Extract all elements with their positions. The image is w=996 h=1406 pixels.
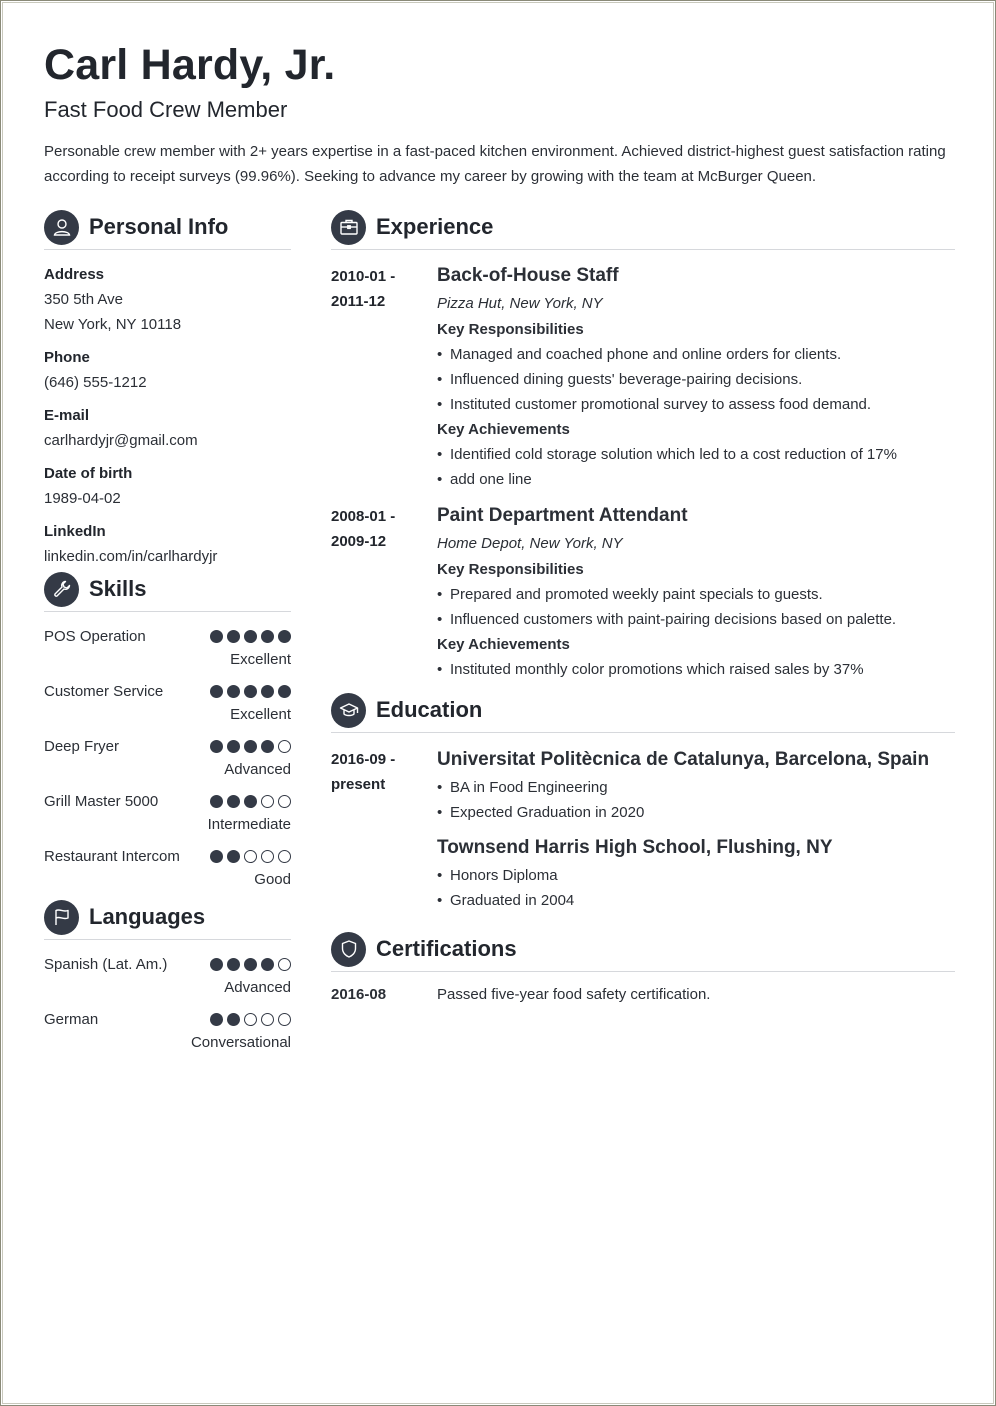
- school-name: Universitat Politècnica de Catalunya, Barcelona, Spain: [437, 749, 930, 770]
- filled-dot-icon: [210, 740, 223, 753]
- filled-dot-icon: [210, 795, 223, 808]
- item-name: Spanish (Lat. Am.): [44, 956, 168, 973]
- filled-dot-icon: [261, 630, 274, 643]
- list-item: • Honors Diploma: [437, 863, 955, 888]
- section-header: [44, 209, 291, 250]
- empty-dot-icon: [244, 850, 257, 863]
- phone-value: (646) 555-1212: [44, 374, 147, 391]
- certification-date: 2016-08: [331, 986, 387, 1003]
- person-icon: [44, 210, 79, 245]
- responsibilities-label: Key Responsibilities: [437, 561, 584, 578]
- empty-dot-icon: [244, 1013, 257, 1026]
- date-end: 2011-12: [331, 293, 386, 310]
- dob-label: Date of birth: [44, 465, 133, 482]
- phone-group: [44, 345, 291, 395]
- left-column: [44, 209, 291, 1062]
- filled-dot-icon: [244, 795, 257, 808]
- rating-dots: [210, 952, 291, 971]
- skill-item: [44, 679, 291, 726]
- experience-item: [331, 262, 955, 492]
- rating-row: [44, 734, 291, 759]
- item-level: Excellent: [230, 706, 291, 723]
- section-title: Certifications: [376, 936, 517, 961]
- filled-dot-icon: [227, 630, 240, 643]
- school-block: [437, 833, 955, 913]
- date-start: 2016-09 -: [331, 751, 396, 768]
- personal-info-section: [44, 209, 291, 569]
- item-name: Deep Fryer: [44, 738, 120, 755]
- filled-dot-icon: [227, 958, 240, 971]
- school-name: Townsend Harris High School, Flushing, NY: [437, 837, 833, 858]
- language-item: [44, 952, 291, 999]
- company: Home Depot, New York, NY: [437, 535, 623, 552]
- certification-text: Passed five-year food safety certification.: [437, 986, 711, 1003]
- filled-dot-icon: [244, 958, 257, 971]
- achievements-label: Key Achievements: [437, 636, 570, 653]
- section-title: Experience: [376, 214, 494, 239]
- list-item: • Identified cold storage solution which led to a cost reduction of 17%: [437, 442, 955, 467]
- responsibilities-label: Key Responsibilities: [437, 321, 584, 338]
- section-header: [331, 209, 955, 250]
- item-name: Restaurant Intercom: [44, 848, 180, 865]
- language-item: [44, 1007, 291, 1054]
- job-title: Paint Department Attendant: [437, 505, 688, 526]
- rating-row: [44, 1007, 291, 1032]
- school-details: [437, 863, 955, 913]
- list-item: • Influenced customers with paint-pairing decisions based on palette.: [437, 607, 955, 632]
- empty-dot-icon: [261, 1013, 274, 1026]
- education-item: [331, 745, 955, 921]
- section-header: [44, 571, 291, 612]
- section-header: [331, 931, 955, 972]
- rating-dots: [210, 789, 291, 808]
- skill-item: [44, 734, 291, 781]
- filled-dot-icon: [210, 1013, 223, 1026]
- languages-section: [44, 899, 291, 1054]
- skills-list: [44, 624, 291, 891]
- certifications-list: [331, 984, 955, 1006]
- item-name: POS Operation: [44, 628, 146, 645]
- list-item: • Expected Graduation in 2020: [437, 800, 955, 825]
- school-block: [437, 745, 955, 825]
- rating-dots: [210, 844, 291, 863]
- date-end: present: [331, 776, 386, 793]
- list-item: • Graduated in 2004: [437, 888, 955, 913]
- address-line-1: 350 5th Ave: [44, 291, 123, 308]
- dob-group: [44, 461, 291, 511]
- experience-body: [437, 502, 955, 682]
- section-title: Education: [376, 697, 483, 722]
- rating-dots: [210, 734, 291, 753]
- experience-list: [331, 262, 955, 682]
- address-label: Address: [44, 266, 105, 283]
- linkedin-label: LinkedIn: [44, 523, 106, 540]
- company: Pizza Hut, New York, NY: [437, 295, 603, 312]
- rating-dots: [210, 679, 291, 698]
- item-name: Grill Master 5000: [44, 793, 159, 810]
- rating-row: [44, 679, 291, 704]
- achievements-list: [437, 657, 955, 682]
- rating-row: [44, 624, 291, 649]
- candidate-name: Carl Hardy, Jr.: [44, 41, 336, 89]
- responsibilities-list: [437, 342, 955, 417]
- date-end: 2009-12: [331, 533, 387, 550]
- list-item: • Managed and coached phone and online orders for clients.: [437, 342, 955, 367]
- school-details: [437, 775, 955, 825]
- filled-dot-icon: [210, 685, 223, 698]
- filled-dot-icon: [227, 795, 240, 808]
- empty-dot-icon: [261, 850, 274, 863]
- filled-dot-icon: [261, 740, 274, 753]
- rating-dots: [210, 624, 291, 643]
- filled-dot-icon: [278, 685, 291, 698]
- shield-icon: [331, 932, 366, 967]
- empty-dot-icon: [278, 1013, 291, 1026]
- phone-label: Phone: [44, 349, 90, 366]
- section-header: [44, 899, 291, 940]
- email-group: [44, 403, 291, 453]
- filled-dot-icon: [210, 958, 223, 971]
- empty-dot-icon: [278, 958, 291, 971]
- filled-dot-icon: [210, 850, 223, 863]
- item-name: German: [44, 1011, 99, 1028]
- certifications-section: [331, 931, 955, 1006]
- section-title: Languages: [89, 904, 206, 929]
- filled-dot-icon: [244, 685, 257, 698]
- rating-dots: [210, 1007, 291, 1026]
- list-item: • Prepared and promoted weekly paint specials to guests.: [437, 582, 955, 607]
- experience-item: [331, 502, 955, 682]
- item-name: Customer Service: [44, 683, 164, 700]
- email-value[interactable]: carlhardyjr@gmail.com: [44, 432, 198, 449]
- education-section: [331, 692, 955, 921]
- education-dates: [331, 745, 437, 921]
- wrench-icon: [44, 572, 79, 607]
- item-level: Advanced: [224, 979, 291, 996]
- empty-dot-icon: [278, 795, 291, 808]
- right-column: [331, 209, 955, 1006]
- filled-dot-icon: [227, 850, 240, 863]
- rating-row: [44, 789, 291, 814]
- filled-dot-icon: [261, 958, 274, 971]
- briefcase-icon: [331, 210, 366, 245]
- filled-dot-icon: [278, 630, 291, 643]
- address-line-2: New York, NY 10118: [44, 316, 182, 333]
- item-level: Intermediate: [207, 816, 291, 833]
- list-item: • Instituted customer promotional survey to assess food demand.: [437, 392, 955, 417]
- summary: Personable crew member with 2+ years expertise in a fast-paced kitchen environment. Achieved district-highest guest satisfaction rating according to receipt surveys (99.96%). Seeking to advance my career by growing with the team at McBurger Queen.: [44, 143, 946, 185]
- list-item: • Influenced dining guests' beverage-pairing decisions.: [437, 367, 955, 392]
- job-title: Fast Food Crew Member: [44, 97, 288, 122]
- filled-dot-icon: [210, 630, 223, 643]
- empty-dot-icon: [261, 795, 274, 808]
- filled-dot-icon: [227, 740, 240, 753]
- languages-list: [44, 952, 291, 1054]
- certification-item: [331, 984, 955, 1006]
- empty-dot-icon: [278, 850, 291, 863]
- experience-dates: [331, 262, 437, 492]
- experience-body: [437, 262, 955, 492]
- experience-section: [331, 209, 955, 682]
- experience-dates: [331, 502, 437, 682]
- graduation-cap-icon: [331, 693, 366, 728]
- rating-row: [44, 952, 291, 977]
- dob-value: 1989-04-02: [44, 490, 121, 507]
- skill-item: [44, 789, 291, 836]
- rating-row: [44, 844, 291, 869]
- item-level: Excellent: [230, 651, 291, 668]
- flag-icon: [44, 900, 79, 935]
- section-title: Personal Info: [89, 214, 229, 239]
- list-item: • add one line: [437, 467, 955, 492]
- email-label: E-mail: [44, 407, 90, 424]
- date-start: 2008-01 -: [331, 508, 396, 525]
- filled-dot-icon: [261, 685, 274, 698]
- achievements-list: [437, 442, 955, 492]
- linkedin-group: [44, 519, 291, 569]
- skills-section: [44, 571, 291, 891]
- address-group: [44, 262, 291, 337]
- filled-dot-icon: [244, 630, 257, 643]
- item-level: Conversational: [190, 1034, 291, 1051]
- skill-item: [44, 844, 291, 891]
- list-item: • Instituted monthly color promotions which raised sales by 37%: [437, 657, 955, 682]
- item-level: Good: [254, 871, 291, 888]
- responsibilities-list: [437, 582, 955, 632]
- job-title: Back-of-House Staff: [437, 265, 619, 286]
- filled-dot-icon: [227, 685, 240, 698]
- filled-dot-icon: [244, 740, 257, 753]
- skill-item: [44, 624, 291, 671]
- education-list: [437, 745, 955, 921]
- item-level: Advanced: [224, 761, 291, 778]
- filled-dot-icon: [227, 1013, 240, 1026]
- list-item: • BA in Food Engineering: [437, 775, 955, 800]
- empty-dot-icon: [278, 740, 291, 753]
- date-start: 2010-01 -: [331, 268, 396, 285]
- section-header: [331, 692, 955, 733]
- achievements-label: Key Achievements: [437, 421, 570, 438]
- section-title: Skills: [89, 576, 147, 601]
- linkedin-value[interactable]: linkedin.com/in/carlhardyjr: [44, 548, 218, 565]
